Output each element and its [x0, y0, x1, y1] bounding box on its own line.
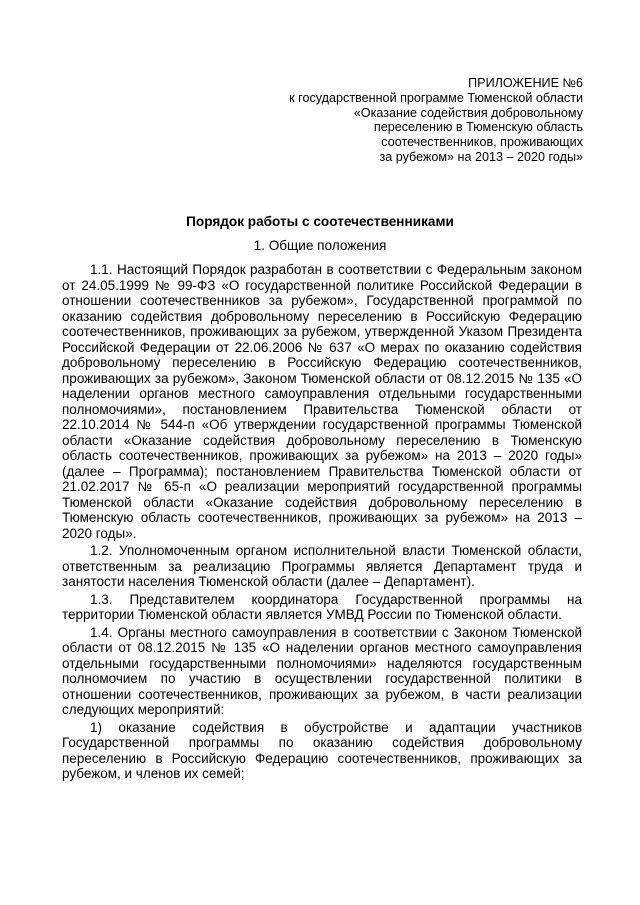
appendix-header-line: за рубежом» на 2013 – 2020 годы»: [379, 149, 583, 164]
paragraph-1-4: 1.4. Органы местного самоуправления в соответствии с Законом Тюменской области от 08.12.2015 № 135 «О наделении органов местного самоуправления отдельными государственными полномочиями» наделяются государственным полномочием по участию в осуществлении государственной политики в отношении соотечественников, проживающих за рубежом, в части реализации следующих мероприятий:: [62, 624, 582, 717]
document-title: Порядок работы с соотечественниками: [186, 214, 454, 229]
section-heading: 1. Общие положения: [253, 238, 387, 253]
appendix-header-line: переселению в Тюменскую область: [373, 120, 583, 135]
appendix-header: [253, 76, 583, 165]
appendix-header-line: «Оказание содействия добровольному: [353, 105, 583, 120]
appendix-header-line: соотечественников, проживающих: [381, 135, 583, 150]
appendix-header-line: ПРИЛОЖЕНИЕ №6: [468, 76, 583, 90]
document-body: [62, 262, 582, 784]
paragraph-1-2: 1.2. Уполномоченным органом исполнительной власти Тюменской области, ответственным за реализацию Программы является Департамент труда и занятости населения Тюменской области (далее – Департамент).: [62, 543, 582, 589]
paragraph-list-item-1: 1) оказание содействия в обустройстве и адаптации участников Государственной программы по оказанию содействия добровольному переселению в Российскую Федерацию соотечественников, проживающих за рубежом, и членов их семей;: [62, 719, 582, 781]
paragraph-1-3: 1.3. Представителем координатора Государственной программы на территории Тюменской области является УМВД России по Тюменской области.: [62, 591, 582, 622]
appendix-header-line: к государственной программе Тюменской области: [289, 90, 583, 105]
paragraph-1-1: 1.1. Настоящий Порядок разработан в соответствии с Федеральным законом от 24.05.1999 № 99-ФЗ «О государственной политике Российской Федерации в отношении соотечественников за рубежом», Государственной программой по оказанию содействия добровольному переселению в Российскую Федерацию соотечественников, проживающих за рубежом, утвержденной Указом Президента Российской Федерации от 22.06.2006 № 637 «О мерах по оказанию содействия добровольному переселению в Российскую Федерацию соотечественников, проживающих за рубежом», Законом Тюменской области от 08.12.2015 № 135 «О наделении органов местного самоуправления отдельными государственными полномочиями», постановлением Правительства Тюменской области от 22.10.2014 № 544-п «Об утверждении государственной программы Тюменской области «Оказание содействия добровольному переселению в Тюменскую область соотечественников, проживающих за рубежом» на 2013 – 2020 годы» (далее – Программа); постановлением Правительства Тюменской области от 21.02.2017 № 65-п «О реализации мероприятий государственной программы Тюменской области «Оказание содействия добровольному переселению в Тюменскую область соотечественников, проживающих за рубежом» на 2013 – 2020 годы».: [62, 262, 582, 541]
